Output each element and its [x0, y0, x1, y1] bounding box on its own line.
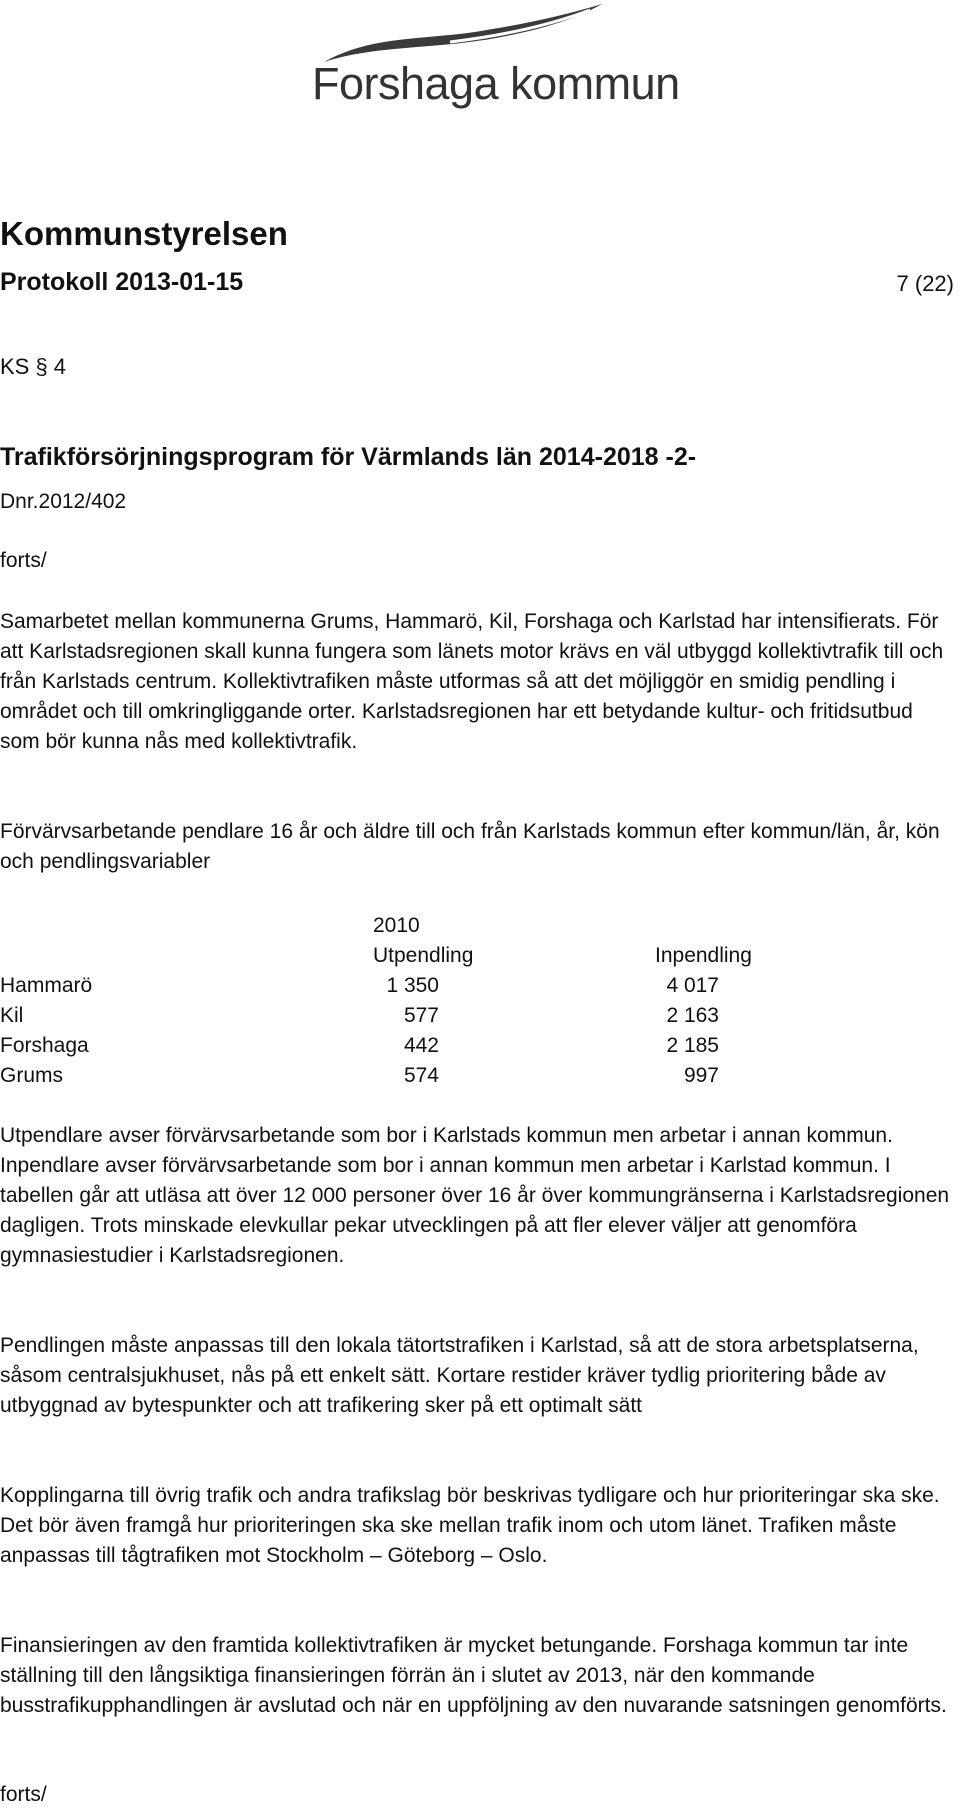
table-row-out: 442 [403, 1034, 439, 1057]
table-year: 2010 [373, 914, 420, 937]
table-row-name: Kil [0, 1004, 24, 1027]
document-number: Dnr.2012/402 [0, 490, 127, 513]
paragraph-financing: Finansieringen av den framtida kollektivtrafiken är mycket betungande. Forshaga kommun tar inte ställning till den långsiktiga finansieringen förrän än i slutet av 2013, när den kommande busstrafikupphandlingen är avslutad och när en uppföljning av den nuvarande satsningen genomförts. [0, 1634, 947, 1717]
table-row-name: Grums [0, 1064, 63, 1087]
item-heading: Trafikförsörjningsprogram för Värmlands län 2014-2018 -2- [0, 443, 697, 471]
table-row-in: 4 017 [666, 974, 719, 997]
table-row-in: 997 [683, 1064, 719, 1087]
forshaga-kommun-logo [300, 0, 680, 118]
forts-label-top: forts/ [0, 549, 47, 572]
table-row-name: Forshaga [0, 1034, 89, 1057]
paragraph-local-traffic: Pendlingen måste anpassas till den lokala tätortstrafiken i Karlstad, så att de stora arbetsplatserna, såsom centralsjukhuset, nås på ett enkelt sätt. Kortare restider kräver tydlig prioritering både av utbyggnad av bytespunkter och att trafikering sker på ett optimalt sätt [0, 1334, 919, 1417]
table-row-out: 577 [403, 1004, 439, 1027]
table-header-inpendling: Inpendling [655, 944, 752, 967]
table-row-in: 2 185 [666, 1034, 719, 1057]
table-row-in: 2 163 [666, 1004, 719, 1027]
organization-title: Kommunstyrelsen [0, 215, 288, 252]
protocol-title: Protokoll 2013-01-15 [0, 268, 244, 296]
paragraph-commuter-definition: Utpendlare avser förvärvsarbetande som bor i Karlstads kommun men arbetar i annan kommun. Inpendlare avser förvärvsarbetande som bor i annan kommun men arbetar i Karlstad kommun. I tabellen går att utläsa att över 12 000 personer över 16 år över kommungränserna i Karlstadsregionen dagligen. Trots minskade elevkullar pekar utvecklingen på att fler elever väljer att genomföra gymnasiestudier i Karlstadsregionen. [0, 1124, 950, 1267]
section-number: KS § 4 [0, 354, 67, 379]
paragraph-connections: Kopplingarna till övrig trafik och andra trafikslag bör beskrivas tydligare och hur prioriteringar ska ske. Det bör även framgå hur prioriteringen ska ske mellan trafik inom och utom länet. Trafiken måste anpassas till tågtrafiken mot Stockholm – Göteborg – Oslo. [0, 1484, 940, 1567]
table-row-out: 1 350 [386, 974, 439, 997]
logo-text: Forshaga kommun [312, 58, 680, 109]
paragraph-cooperation: Samarbetet mellan kommunerna Grums, Hammarö, Kil, Forshaga och Karlstad har intensifierats. För att Karlstadsregionen skall kunna fungera som länets motor krävs en väl utbyggd kollektivtrafik till och från Karlstads centrum. Kollektivtrafiken måste utformas så att det möjliggör en smidig pendling i området och till omkringliggande orter. Karlstadsregionen har ett betydande kultur- och fritidsutbud som bör kunna nås med kollektivtrafik. [0, 610, 944, 753]
paragraph-table-caption: Förvärvsarbetande pendlare 16 år och äldre till och från Karlstads kommun efter kommun/län, år, kön och pendlingsvariabler [0, 820, 940, 873]
table-row-name: Hammarö [0, 974, 93, 997]
page-number: 7 (22) [896, 271, 954, 296]
table-row-out: 574 [403, 1064, 439, 1087]
table-header-utpendling: Utpendling [373, 944, 474, 967]
forts-label-bottom: forts/ [0, 1783, 47, 1806]
